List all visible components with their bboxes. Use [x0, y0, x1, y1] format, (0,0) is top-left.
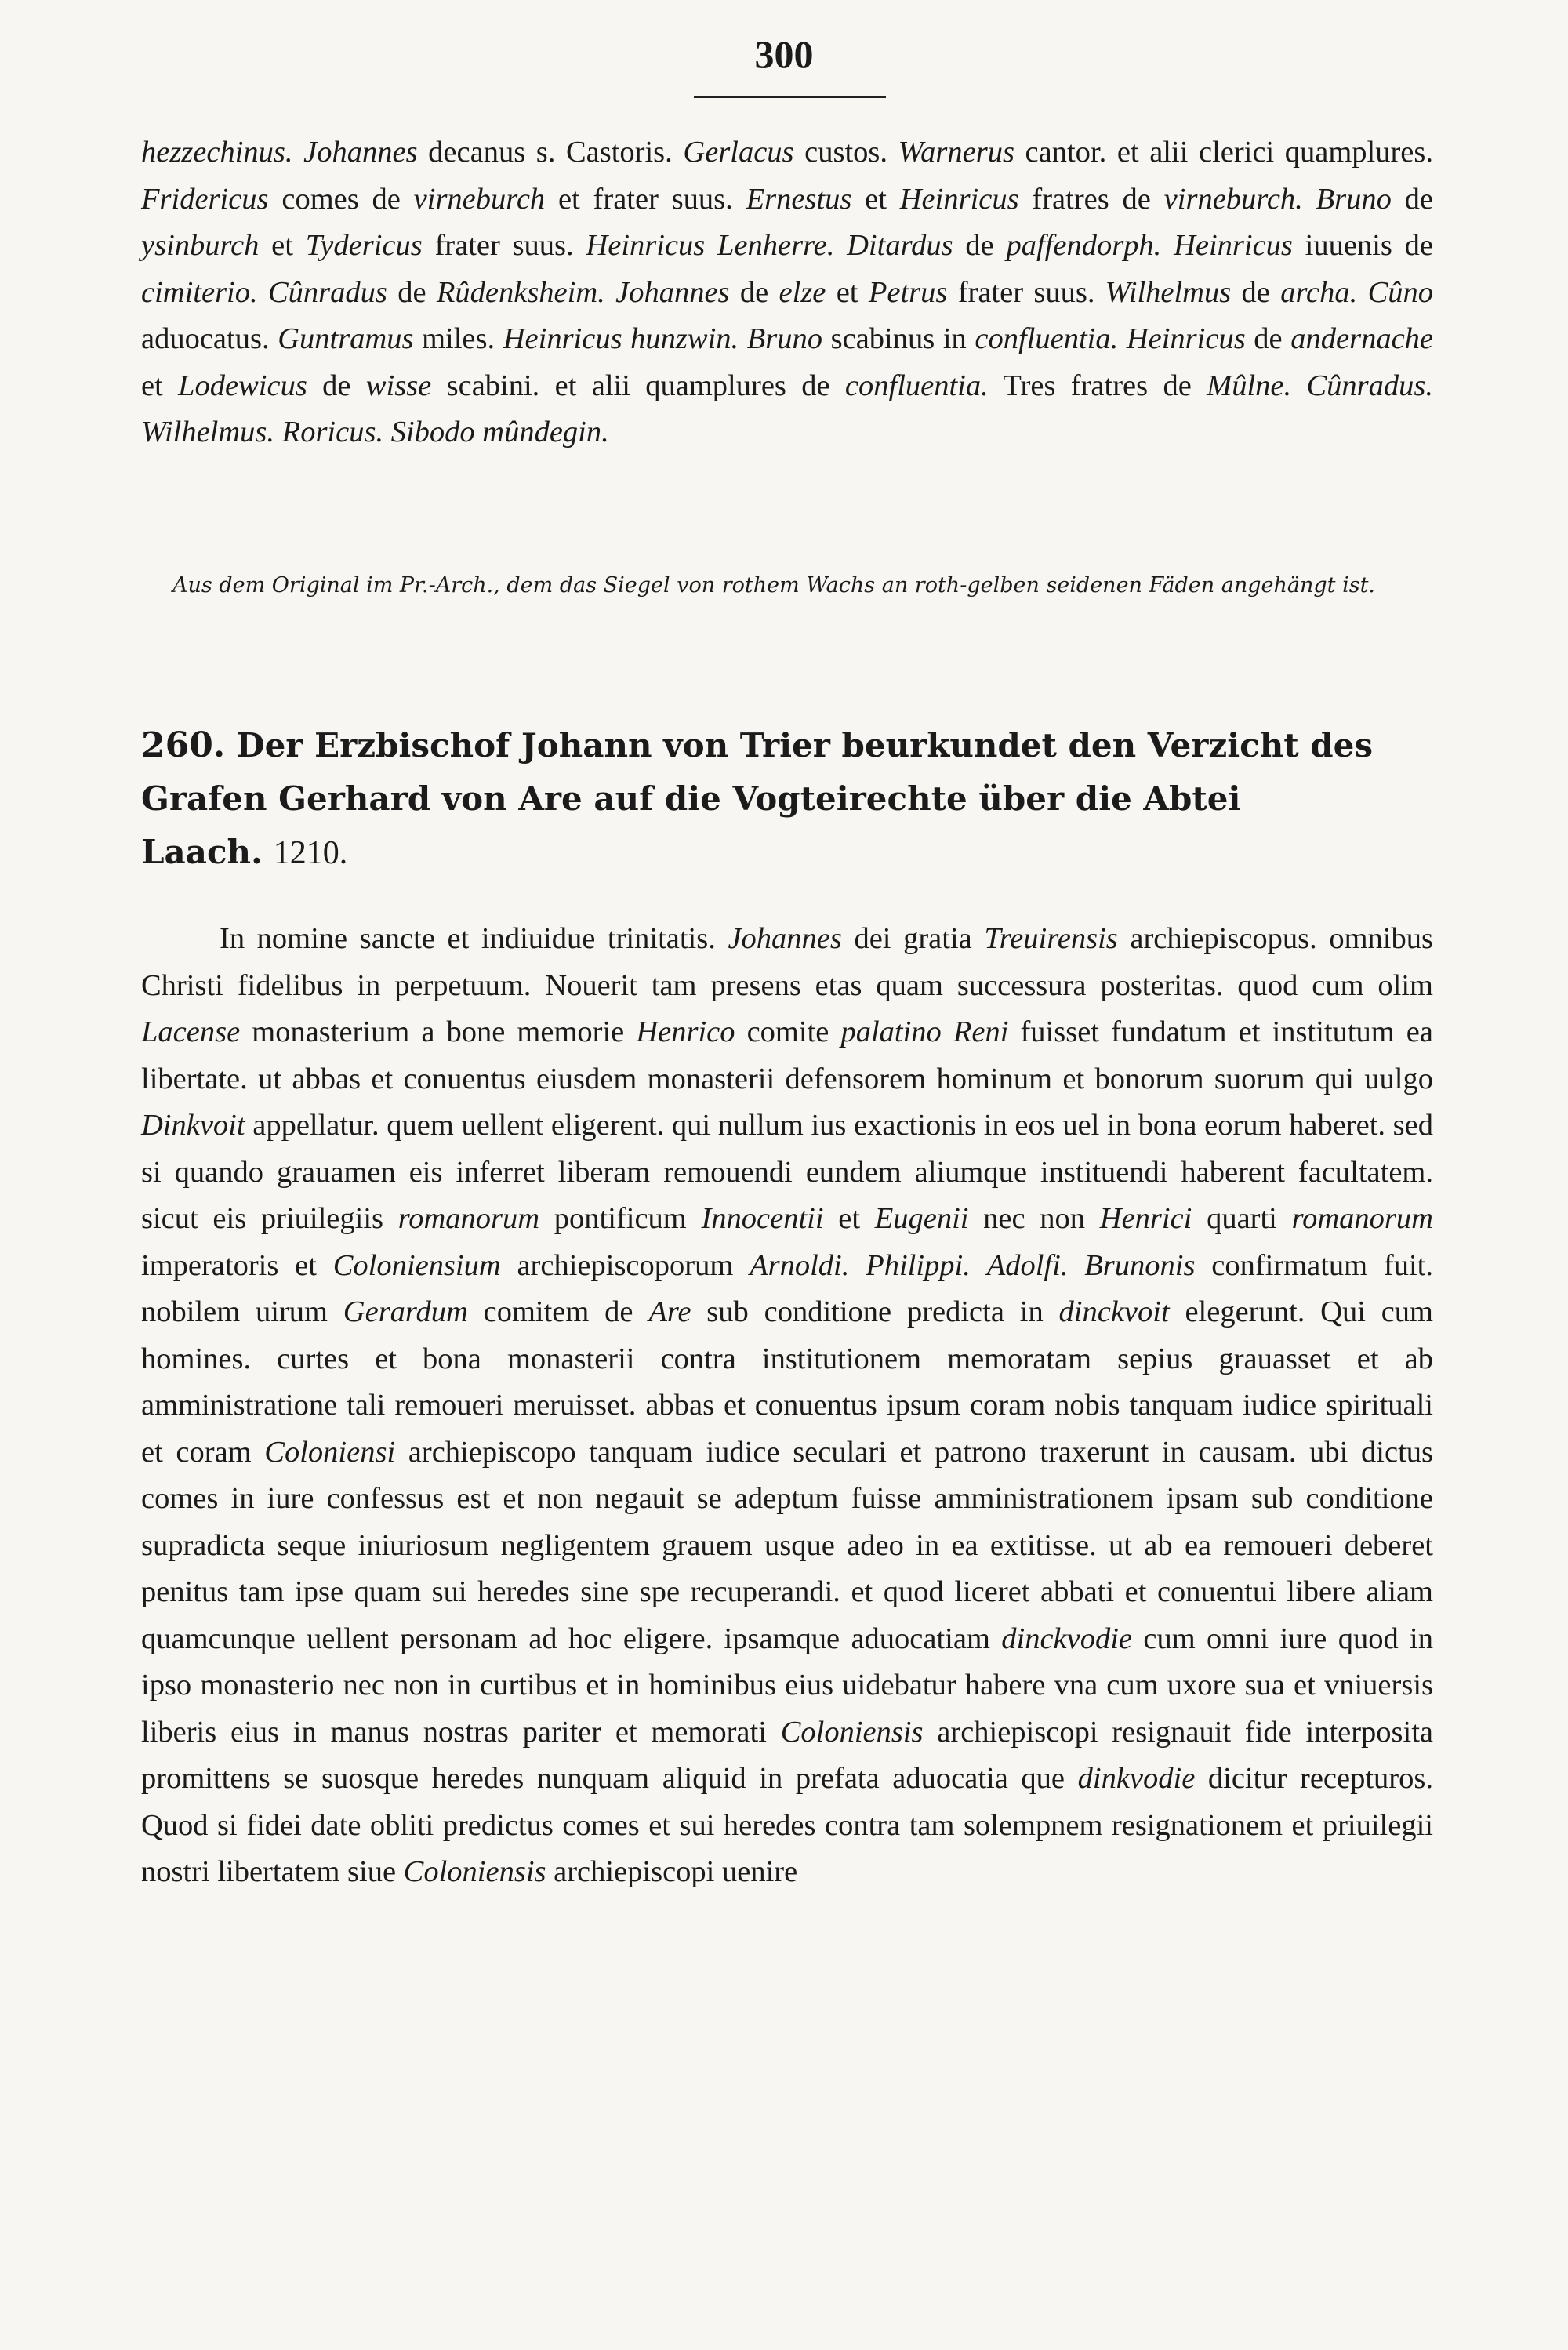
text-segment: archiepiscoporum — [500, 1248, 750, 1282]
italic-segment: Heinricus — [899, 182, 1019, 216]
text-segment — [383, 416, 391, 449]
text-segment: archiepiscopi uenire — [546, 1855, 798, 1888]
text-segment: Tres fratres de — [988, 369, 1207, 402]
text-segment: appellatur. quem uellent eligerent. qui nullum ius exactionis in eos uel in bona eorum haberet. sed si quando grauamen eis inferret liberam remouendi eundem aliumque instituendi haberent facultatem. sicut eis priuilegiis — [141, 1109, 1433, 1235]
text-segment: de — [1391, 182, 1434, 216]
italic-segment: Innocentii — [701, 1202, 824, 1235]
text-segment: de — [307, 369, 366, 402]
text-segment: comitem de — [467, 1295, 649, 1328]
text-segment: scabini. et alii quamplures de — [431, 369, 845, 402]
italic-segment: ysinburch — [141, 229, 260, 262]
italic-segment: Henrico — [636, 1015, 735, 1048]
italic-segment: Heinricus hunzwin. — [503, 322, 739, 355]
text-segment: archiepiscopo tanquam iudice seculari et patrono traxerunt in causam. ubi dictus comes in iure confessus est et non negauit se adeptum fuisse amministrationem ipsam sub conditione supradicta seque iniuriosum negligentem grauem usque adeo in ea extitisse. ut ab ea remoueri deberet penitus tam ipse quam sui heredes sine spe recuperandi. et quod liceret abbati et conuentui libere aliam quamcunque uellent personam ad hoc eligere. ipsamque aduocatiam — [141, 1435, 1433, 1655]
italic-segment: Cûnradus. — [1306, 369, 1433, 402]
text-segment: frater suus. — [947, 275, 1105, 309]
text-segment: de — [1245, 322, 1291, 355]
italic-segment: Bruno — [1316, 182, 1392, 216]
text-segment: et — [259, 229, 306, 262]
italic-segment: Are — [648, 1295, 691, 1328]
italic-segment: Eugenii — [874, 1202, 969, 1235]
text-segment — [834, 229, 847, 262]
text-segment: pontificum — [539, 1202, 702, 1235]
text-segment: sub conditione predicta in — [691, 1295, 1059, 1328]
text-segment: dei gratia — [841, 922, 985, 955]
text-segment — [739, 322, 747, 355]
italic-segment: Guntramus — [278, 322, 414, 355]
italic-segment: Gerlacus — [683, 136, 794, 169]
text-segment: comite — [735, 1015, 841, 1048]
text-segment: et — [826, 275, 869, 309]
italic-segment: Johannes — [615, 275, 730, 309]
text-segment — [605, 276, 615, 309]
text-segment: cum omni iure quod in ipso monasterio nec non in curtibus et in hominibus eius uidebatur habere vna cum uxore sua et vniuersis liberis eius in manus nostras pariter et memorati — [141, 1622, 1433, 1749]
italic-segment: elze — [779, 275, 826, 309]
previous-charter-witness-list — [141, 129, 1433, 456]
text-segment — [1357, 276, 1367, 309]
italic-segment: Cûnradus — [267, 275, 387, 309]
italic-segment: cimiterio. — [141, 275, 258, 309]
italic-segment: dinckvoit — [1058, 1295, 1170, 1328]
italic-segment: confluentia. — [844, 369, 989, 402]
italic-segment: Warnerus — [898, 136, 1014, 169]
italic-segment: hezzechinus. — [141, 136, 293, 169]
text-segment — [274, 416, 282, 449]
text-segment — [1303, 183, 1316, 216]
italic-segment: Fridericus — [141, 182, 269, 216]
italic-segment: Cûno — [1367, 275, 1434, 309]
italic-segment: Gerardum — [343, 1295, 468, 1328]
text-segment: decanus s. Castoris. — [417, 136, 684, 169]
text-segment: miles. — [413, 322, 503, 355]
italic-segment: wisse — [365, 369, 432, 402]
italic-segment: Ernestus — [746, 182, 852, 216]
source-note: Aus dem Original im Pr.-Arch., dem das Siegel von rothem Wachs an roth-gelben seidenen Fäden angehängt ist. — [172, 573, 1376, 597]
text-segment — [849, 1249, 866, 1282]
text-segment: et — [823, 1202, 875, 1235]
italic-segment: virneburch — [413, 182, 546, 216]
text-segment: confirmatum fuit. nobilem uirum — [141, 1248, 1434, 1328]
italic-segment: paffendorph. — [1006, 229, 1162, 262]
italic-segment: confluentia. — [975, 322, 1119, 355]
italic-segment: Wilhelmus — [1105, 275, 1232, 309]
text-segment — [1161, 229, 1174, 262]
italic-segment: Henrici — [1099, 1202, 1192, 1235]
text-segment: monasterium a bone memorie — [240, 1015, 637, 1048]
italic-segment: Sibodo mûndegin. — [390, 416, 609, 449]
italic-segment: Coloniensi — [264, 1435, 396, 1469]
italic-segment: Brunonis — [1084, 1248, 1196, 1282]
text-segment: cantor. et alii clerici quamplures. — [1014, 136, 1434, 169]
text-segment: custos. — [793, 136, 898, 169]
text-segment: scabinus in — [822, 322, 975, 355]
italic-segment: virneburch. — [1163, 182, 1303, 216]
text-segment: comes de — [268, 182, 414, 216]
italic-segment: Wilhelmus. — [141, 416, 275, 449]
text-segment: frater suus. — [422, 229, 586, 262]
italic-segment: Coloniensis — [403, 1855, 546, 1888]
charter-number: 260. — [141, 725, 226, 765]
text-segment: et frater suus. — [545, 182, 746, 216]
italic-segment: Ditardus — [847, 229, 953, 262]
charter-heading — [141, 719, 1439, 880]
text-segment: quarti — [1192, 1202, 1292, 1235]
charter-year: 1210. — [273, 835, 348, 871]
text-segment — [971, 1249, 987, 1282]
text-segment: de — [729, 275, 779, 309]
italic-segment: dinckvodie — [1001, 1622, 1132, 1655]
italic-segment: Adolfi. — [986, 1248, 1069, 1282]
italic-segment: Heinricus Lenherre. — [586, 229, 835, 262]
text-segment: et — [141, 369, 179, 402]
italic-segment: Tydericus — [305, 229, 423, 262]
italic-segment: Mûlne. — [1207, 369, 1292, 402]
italic-segment: Bruno — [746, 322, 823, 355]
text-segment: et — [851, 182, 900, 216]
italic-segment: Dinkvoit — [141, 1109, 245, 1142]
page-number: 300 — [754, 32, 814, 76]
text-segment — [1068, 1249, 1084, 1282]
italic-segment: Lodewicus — [178, 369, 307, 402]
italic-segment: archa. — [1280, 275, 1358, 309]
italic-segment: Rûdenksheim. — [436, 275, 605, 309]
italic-segment: Coloniensium — [332, 1248, 501, 1282]
italic-segment: Johannes — [728, 922, 842, 955]
italic-segment: palatino Reni — [840, 1015, 1009, 1048]
italic-segment: romanorum — [397, 1202, 540, 1235]
text-segment: iuuenis de — [1292, 229, 1433, 262]
italic-segment: andernache — [1290, 322, 1433, 355]
charter-body-text — [141, 916, 1433, 1896]
header-rule — [694, 96, 886, 98]
text-segment: fuisset fundatum et institutum ea libertate. ut abbas et conuentus eiusdem monasterii defensorem hominum et bonorum suorum qui uulgo — [141, 1015, 1433, 1095]
italic-segment: Arnoldi. — [750, 1248, 850, 1282]
charter-title: Der Erzbischof Johann von Trier beurkundet den Verzicht des Grafen Gerhard von Are auf die Vogteirechte über die Abtei Laach. — [141, 726, 1374, 871]
italic-segment: Petrus — [868, 275, 948, 309]
text-segment — [1118, 322, 1127, 355]
text-segment: archiepiscopi resignauit fide interposita promittens se suosque heredes nunquam aliquid in prefata aduocatia que — [141, 1715, 1434, 1795]
text-segment: de — [953, 229, 1007, 262]
italic-segment: Coloniensis — [780, 1715, 924, 1749]
italic-segment: Johannes — [303, 136, 418, 169]
italic-segment: dinkvodie — [1077, 1762, 1196, 1795]
italic-segment: romanorum — [1291, 1202, 1433, 1235]
italic-segment: Treuirensis — [984, 922, 1118, 955]
italic-segment: Roricus. — [281, 416, 384, 449]
text-segment — [258, 276, 268, 309]
text-segment: fratres de — [1018, 182, 1164, 216]
text-segment — [293, 136, 304, 169]
italic-segment: Philippi. — [866, 1248, 971, 1282]
text-segment — [1291, 369, 1306, 402]
text-segment: elegerunt. Qui cum homines. curtes et bona monasterii contra institutionem memoratam sepius grauasset et ab amministratione tali remoueri meruisset. abbas et conuentus ipsum coram nobis tanquam iudice spirituali et coram — [141, 1295, 1433, 1469]
italic-segment: Lacense — [141, 1015, 241, 1048]
italic-segment: Heinricus — [1174, 229, 1293, 262]
text-segment: In nomine sancte et indiuidue trinitatis. — [220, 922, 728, 955]
text-segment: de — [1231, 275, 1281, 309]
text-segment: aduocatus. — [141, 322, 278, 355]
text-segment: de — [387, 275, 437, 309]
text-segment: archiepiscopus. omnibus Christi fidelibus in perpetuum. Nouerit tam presens etas quam successura posteritas. quod cum olim — [141, 922, 1433, 1002]
text-segment: imperatoris et — [141, 1248, 333, 1282]
text-segment: dicitur recepturos. Quod si fidei date obliti predictus comes et sui heredes contra tam solempnem resignationem et priuilegii nostri libertatem siue — [141, 1762, 1433, 1888]
text-segment: nec non — [968, 1202, 1100, 1235]
italic-segment: Heinricus — [1126, 322, 1246, 355]
